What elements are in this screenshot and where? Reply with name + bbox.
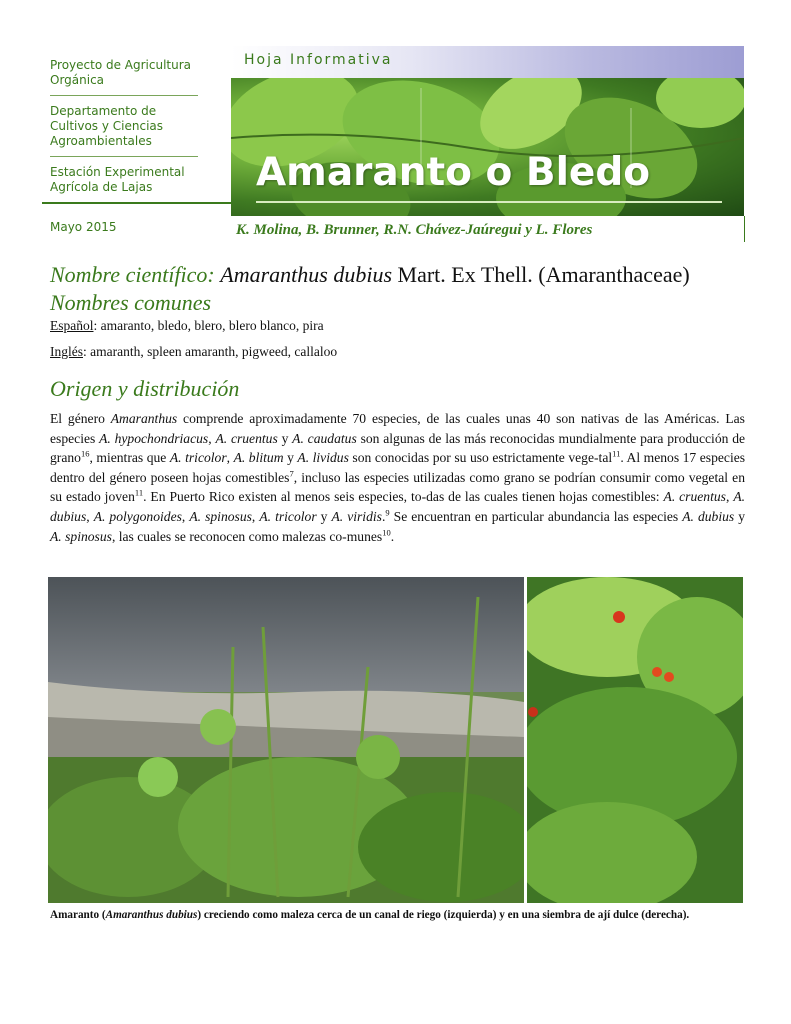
origin-heading: Origen y distribución <box>50 376 240 401</box>
species-name: A. hypochondriacus <box>99 430 209 446</box>
canal-photo-illustration <box>48 577 524 903</box>
paragraph-text-run: . Al menos 17 especies dentro del género poseen hojas comestibles <box>50 450 746 485</box>
scientific-authority: Mart. Ex Thell. (Amaranthaceae) <box>397 262 690 287</box>
paragraph-text-run: y <box>734 508 746 524</box>
banner-label: Hoja Informativa <box>244 52 393 68</box>
reference-superscript: 9 <box>385 507 390 518</box>
masthead-sidebar <box>50 58 198 235</box>
spanish-names <box>50 318 324 334</box>
species-name: A. lividus <box>297 450 349 466</box>
sidebar-divider <box>42 202 232 204</box>
publication-date: Mayo 2015 <box>50 220 117 234</box>
caption-species: Amaranthus dubius <box>105 909 198 921</box>
caption-suffix: ) creciendo como maleza cerca de un canal de riego (izquierda) y en una siembra de ají dulce (derecha). <box>197 909 690 921</box>
paragraph-text-run: . En Puerto Rico existen al menos seis especies, to-das de las cuales tienen hojas comestibles: <box>143 489 664 505</box>
project-name: Proyecto de Agricultura Orgánica <box>50 58 198 96</box>
authors-line: K. Molina, B. Brunner, R.N. Chávez-Jaúregui y L. Flores <box>236 222 593 238</box>
paragraph-text-run: . <box>390 528 395 544</box>
paragraph-text-run: , <box>208 430 216 446</box>
species-name: A. dubius <box>50 489 746 524</box>
photo-pepper-field <box>527 577 743 903</box>
paragraph-text-run: , las cuales se reconocen como malezas co-munes <box>111 528 383 544</box>
reference-superscript: 16 <box>80 448 90 459</box>
common-names-heading: Nombres comunes <box>50 290 212 315</box>
species-name: Amaranthus <box>110 411 178 426</box>
pepper-photo-illustration <box>527 577 743 903</box>
paragraph-text-run: , <box>251 508 260 524</box>
scientific-species: Amaranthus dubius <box>220 262 393 287</box>
english-label: Inglés <box>50 344 83 359</box>
reference-superscript: 7 <box>289 468 294 479</box>
reference-superscript: 11 <box>134 487 144 498</box>
species-name: A. tricolor <box>169 450 227 466</box>
english-names-text: : amaranth, spleen amaranth, pigweed, callaloo <box>83 344 338 359</box>
paragraph-text-run: , <box>86 508 94 524</box>
paragraph-text-run: son algunas de las más reconocidas mundialmente para producción de grano <box>50 430 746 466</box>
paragraph-text-run: son conocidas por su uso estrictamente vege-tal <box>348 450 613 466</box>
department-name: Departamento de Cultivos y Ciencias Agroambientales <box>50 104 198 157</box>
hero-leaf-photo <box>231 78 744 216</box>
species-name: A. spinosus <box>50 528 112 544</box>
reference-superscript: 11 <box>612 448 621 459</box>
english-names <box>50 344 337 360</box>
species-name: A. polygonoides <box>93 508 182 524</box>
title-underline <box>256 201 722 203</box>
reference-superscript: 10 <box>382 527 391 538</box>
paragraph-text-run: y <box>283 450 298 466</box>
spanish-label: Español <box>50 318 94 333</box>
species-name: A. viridis <box>331 508 382 524</box>
photo-caption <box>50 907 745 924</box>
banner-side-rule <box>744 216 745 242</box>
origin-paragraph <box>50 409 745 546</box>
paragraph-text-run: , incluso las especies utilizadas como grano se podrían consumir como vegetal en su estado joven <box>50 469 745 505</box>
species-name: A. tricolor <box>259 508 317 524</box>
species-name: A. cruentus <box>215 430 278 446</box>
origin-paragraph-text <box>50 409 745 546</box>
species-name: A. caudatus <box>292 430 357 446</box>
paragraph-text-run: Se encuentran en particular abundancia las especies <box>389 508 683 524</box>
species-name: A. blitum <box>233 450 284 466</box>
paragraph-text-run: . <box>381 508 386 524</box>
station-name: Estación Experimental Agrícola de Lajas <box>50 165 185 194</box>
species-name: A. spinosus <box>189 508 252 524</box>
spanish-names-text: : amaranto, bledo, blero, blero blanco, pira <box>93 318 324 333</box>
paragraph-text-run: , <box>181 508 190 524</box>
caption-prefix: Amaranto ( <box>50 909 106 921</box>
paragraph-text-run: y <box>277 430 293 446</box>
leaf-illustration <box>231 78 744 216</box>
photo-irrigation-canal <box>48 577 524 903</box>
scientific-name-heading: Nombre científico: <box>50 262 215 287</box>
document-title: Amaranto o Bledo <box>256 150 651 195</box>
paragraph-text-run: , mientras que <box>89 450 170 466</box>
paragraph-text-run: comprende aproximadamente 70 especies, de las cuales unas 40 son nativas de las Américas. Las especies <box>50 411 745 446</box>
scientific-name-line <box>50 262 690 288</box>
paragraph-text-run: , <box>725 489 734 505</box>
species-name: A. cruentus <box>663 489 726 505</box>
paragraph-text-run: , <box>226 450 234 466</box>
paragraph-text-run: y <box>316 508 332 524</box>
paragraph-text-run: El género <box>50 411 111 426</box>
species-name: A. dubius <box>682 508 735 524</box>
